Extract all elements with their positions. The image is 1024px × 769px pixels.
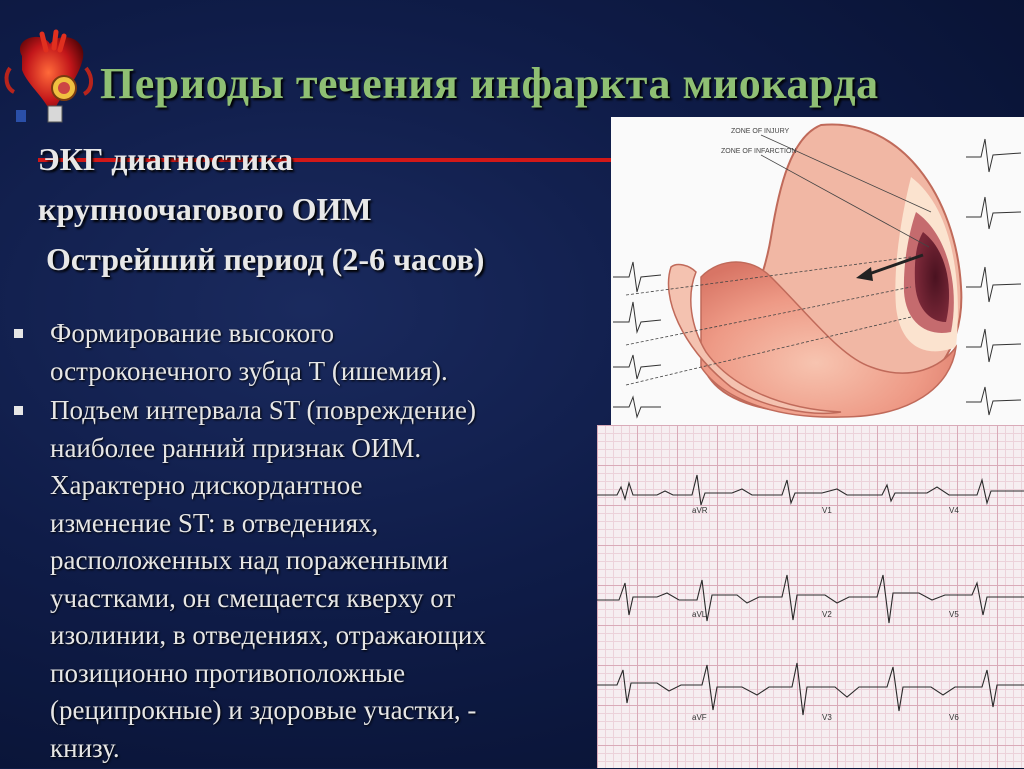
bullet-line: участками, он смещается кверху от <box>50 582 456 613</box>
bullet-line: Формирование высокого <box>50 318 334 348</box>
square-bullet-icon <box>14 406 23 415</box>
heart-diagram-svg <box>611 117 1024 425</box>
subtitle-line-2: крупноочагового ОИМ <box>38 191 372 227</box>
bullet-line: изменение ST: в отведениях, <box>50 507 379 538</box>
bullet-line: Характерно дискордантное <box>50 470 363 500</box>
heart-infarction-diagram <box>611 117 1024 425</box>
lead-label: V3 <box>822 713 832 722</box>
bullet-line: изолинии, в отведениях, отражающих <box>50 620 486 650</box>
subtitle-block <box>38 134 484 284</box>
lead-label: aVL <box>692 610 707 619</box>
bullet-line: книзу. <box>50 732 120 763</box>
bullet-line: (реципрокные) и здоровые участки, - <box>50 695 477 725</box>
bullet-line: расположенных над пораженными <box>50 545 449 575</box>
subtitle-line-3: Острейший период (2-6 часов) <box>46 241 485 277</box>
ecg-strip-svg <box>597 425 1024 768</box>
bullet-list <box>14 315 614 769</box>
ecg-strip <box>597 425 1024 768</box>
lead-label: V6 <box>949 713 959 722</box>
zone-of-infarction-label: ZONE OF INFARCTION <box>721 148 797 155</box>
zone-of-injury-label: ZONE OF INJURY <box>731 128 790 135</box>
slide-title: Периоды течения инфаркта миокарда <box>100 59 879 108</box>
ecg-trace-row-2 <box>597 575 1024 623</box>
bullet-item <box>14 315 614 390</box>
square-bullet-icon <box>14 329 23 338</box>
heart-logo-icon <box>2 28 97 128</box>
right-ecg-traces <box>966 139 1021 415</box>
bullet-line: наиболее ранний признак ОИМ. <box>50 432 422 463</box>
left-ecg-traces <box>613 262 661 417</box>
ecg-trace-row-3 <box>597 663 1024 715</box>
bullet-item <box>14 392 614 767</box>
subtitle-line-1: ЭКГ диагностика <box>38 141 294 177</box>
bullet-line: позиционно противоположные <box>50 657 406 688</box>
bullet-line: остроконечного зубца Т (ишемия). <box>50 355 448 386</box>
lead-label: V4 <box>949 506 959 515</box>
lead-label: V1 <box>822 506 832 515</box>
lead-label: V2 <box>822 610 832 619</box>
lead-label: V5 <box>949 610 959 619</box>
lead-label: aVR <box>692 506 708 515</box>
ecg-trace-row-1 <box>597 475 1024 505</box>
bullet-line: Подъем интервала ST (повреждение) <box>50 395 476 425</box>
lead-label: aVF <box>692 713 707 722</box>
